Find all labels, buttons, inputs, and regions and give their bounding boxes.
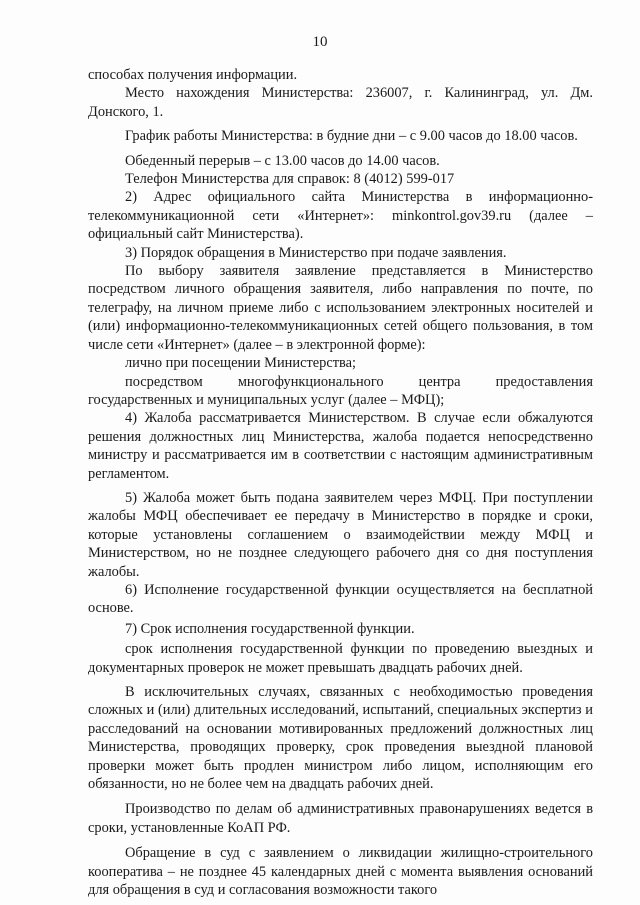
document-body [88,66,593,899]
paragraph-complaint-review: 4) Жалоба рассматривается Министерством. В случае если обжалуются решения должностных лиц Министерства, жалоба подается непосредственно министру и рассматривается им в соответствии с настоящим административным регламентом. [88,410,593,482]
paragraph-exceptional-cases: В исключительных случаях, связанных с необходимостью проведения сложных и (или) длительных исследований, испытаний, специальных экспертиз и расследований на основании мотивированных предложений должностных лиц Министерства, проводящих проверку, срок проведения выездной плановой проверки может быть продлен министром либо лицом, исполняющим его обязанности, но не более чем на двадцать рабочих дней. [88,684,593,793]
paragraph-info-methods: способах получения информации. [88,67,298,83]
paragraph-website: 2) Адрес официального сайта Министерства в информационно-телекоммуникационной сети «Интернет»: minkontrol.gov39.ru (далее – официальный сайт Министерства). [88,189,593,243]
paragraph-via-mfc: посредством многофункционального центра предоставления государственных и муниципальных услуг (далее – МФЦ); [88,373,593,408]
paragraph-free-of-charge: 6) Исполнение государственной функции осуществляется на бесплатной основе. [88,581,593,617]
paragraph-execution-term-heading: 7) Срок исполнения государственной функции. [125,620,415,637]
paragraph-in-person: лично при посещении Министерства; [125,355,357,372]
paragraph-application-procedure: 3) Порядок обращения в Министерство при подаче заявления. [125,244,507,261]
paragraph-application-methods: По выбору заявителя заявление представляется в Министерство посредством личного обращения заявителя, либо направления по почте, по телеграфу, на личном приеме либо с использованием электронных носителей и (или) информационно-телекоммуникационных сетей общего пользования, в том числе сети «Интернет» (далее – в электронной форме): [88,263,593,353]
paragraph-administrative-offences: Производство по делам об административных правонарушениях ведется в сроки, установленные КоАП РФ. [88,801,593,836]
paragraph-lunch-break: Обеденный перерыв – с 13.00 часов до 14.00 часов. [125,152,440,169]
paragraph-phone: Телефон Министерства для справок: 8 (4012) 599-017 [125,171,455,188]
paragraph-execution-term: срок исполнения государственной функции по проведению выездных и документарных проверок не может превышать двадцать рабочих дней. [88,641,593,676]
page-number: 10 [312,34,328,50]
paragraph-ministry-location: Место нахождения Министерства: 236007, г. Калининград, ул. Дм. Донского, 1. [88,85,593,120]
paragraph-court-appeal: Обращение в суд с заявлением о ликвидации жилищно-строительного кооператива – не позднее 45 календарных дней с момента выявления оснований для обращения в суд и согласования возможности такого [88,845,593,899]
paragraph-working-hours: График работы Министерства: в будние дни – с 9.00 часов до 18.00 часов. [125,128,578,145]
paragraph-complaint-mfc: 5) Жалоба может быть подана заявителем через МФЦ. При поступлении жалобы МФЦ обеспечивает ее передачу в Министерство в порядке и сроки, которые установлены соглашением о взаимодействии между МФЦ и Министерством, но не позднее следующего рабочего дня со дня поступления жалобы. [88,489,593,580]
